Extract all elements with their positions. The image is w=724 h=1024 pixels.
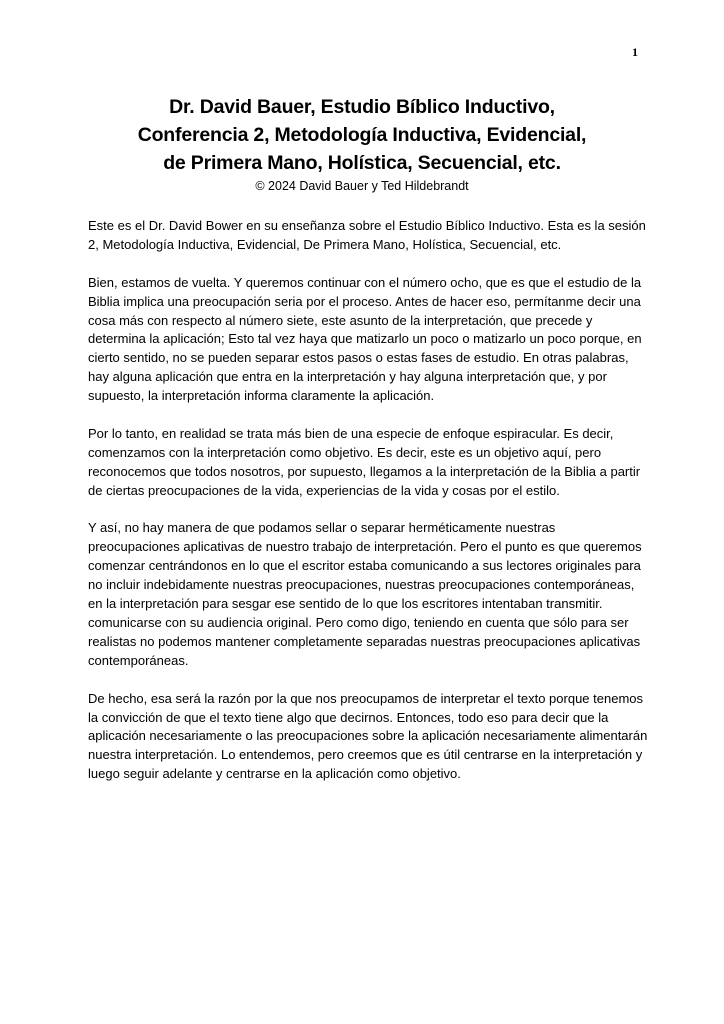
document-header xyxy=(88,93,636,194)
paragraph-1: Este es el Dr. David Bower en su enseñanza sobre el Estudio Bíblico Inductivo. Esta es la sesión 2, Metodología Inductiva, Evidencial, De Primera Mano, Holística, Secuencial, etc. xyxy=(88,218,646,252)
copyright-notice: © 2024 David Bauer y Ted Hildebrandt xyxy=(255,179,469,193)
paragraph-4: Y así, no hay manera de que podamos sellar o separar herméticamente nuestras preocupaciones aplicativas de nuestro trabajo de interpretación. Pero el punto es que queremos comenzar centrándonos en lo que el escritor estaba comunicando a sus lectores originales para no incluir indebidamente nuestras preocupaciones, nuestras preocupaciones contemporáneas, en la interpretación para sesgar ese sentido de lo que los escritores intentaban transmitir. comunicarse con su audiencia original. Pero como digo, teniendo en cuenta que sólo para ser realistas no podemos mantener completamente separadas nuestras preocupaciones aplicativas contemporáneas. xyxy=(88,520,642,668)
document-title-line-1: Dr. David Bauer, Estudio Bíblico Inductivo, xyxy=(169,96,555,118)
document-title-line-3: de Primera Mano, Holística, Secuencial, etc. xyxy=(163,152,561,174)
paragraph-2: Bien, estamos de vuelta. Y queremos continuar con el número ocho, que es que el estudio de la Biblia implica una preocupación seria por el proceso. Antes de hacer eso, permítanme decir una cosa más con respecto al número siete, este asunto de la interpretación, que precede y determina la aplicación; Esto tal vez haya que matizarlo un poco o matizarlo un poco porque, en cierto sentido, no se pueden separar estos pasos o estas fases de estudio. En otras palabras, hay alguna aplicación que entra en la interpretación y hay alguna interpretación que, y por supuesto, la interpretación informa claramente la aplicación. xyxy=(88,274,642,404)
document-title-line-2: Conferencia 2, Metodología Inductiva, Evidencial, xyxy=(137,124,587,146)
paragraph-5: De hecho, esa será la razón por la que nos preocupamos de interpretar el texto porque tenemos la convicción de que el texto tiene algo que decirnos. Entonces, todo eso para decir que la aplicación necesariamente o las preocupaciones sobre la aplicación necesariamente alimentarán nuestra interpretación. Lo entendemos, pero creemos que es útil centrarse en la interpretación y luego seguir adelante y centrarse en la aplicación como objetivo. xyxy=(88,690,648,782)
paragraph-3: Por lo tanto, en realidad se trata más bien de una especie de enfoque espiracular. Es decir, comenzamos con la interpretación como objetivo. Es decir, este es un objetivo aquí, pero reconocemos que todos nosotros, por supuesto, llegamos a la interpretación de la Biblia a partir de ciertas preocupaciones de la vida, experiencias de la vida y cosas por el estilo. xyxy=(88,425,641,498)
page-number: 1 xyxy=(632,45,638,59)
document-body xyxy=(88,217,648,803)
